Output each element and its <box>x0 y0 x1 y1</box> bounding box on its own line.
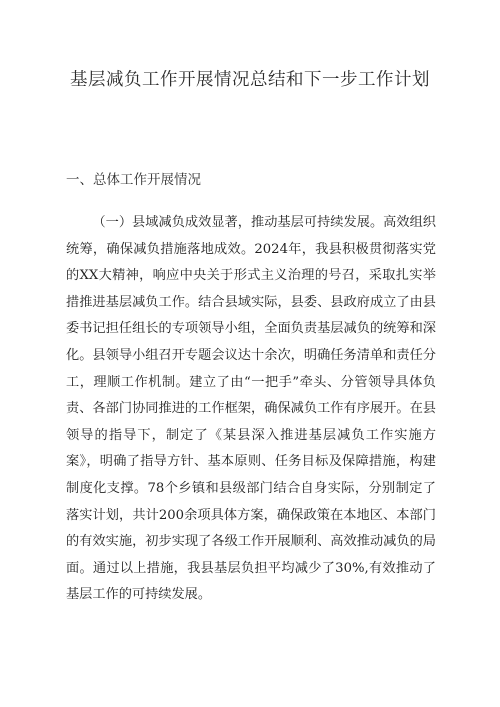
body-paragraph: （一）县域减负成效显著，推动基层可持续发展。高效组织统筹，确保减负措施落地成效。2024年，我县积极贯彻落实党的XX大精神，响应中央关于形式主义治理的号召，采取扎实举措推进基层减负工作。结合县域实际，县委、县政府成立了由县委书记担任组长的专项领导小组，全面负责基层减负的统筹和深化。县领导小组召开专题会议达十余次，明确任务清单和责任分工，理顺工作机制。建立了由“一把手”牵头、分管领导具体负责、各部门协同推进的工作框架，确保减负工作有序展开。在县领导的指导下，制定了《某县深入推进基层减负工作实施方案》，明确了指导方针、基本原则、任务目标及保障措施，构建制度化支撑。78个乡镇和县级部门结合自身实际，分别制定了落实计划，共计200余项具体方案，确保政策在本地区、本部门的有效实施，初步实现了各级工作开展顺利、高效推动减负的局面。通过以上措施，我县基层负担平均减少了30%,有效推动了基层工作的可持续发展。 <box>66 215 436 603</box>
section-heading: 一、总体工作开展情况 <box>66 172 201 188</box>
document-title: 基层减负工作开展情况总结和下一步工作计划 <box>70 70 430 90</box>
